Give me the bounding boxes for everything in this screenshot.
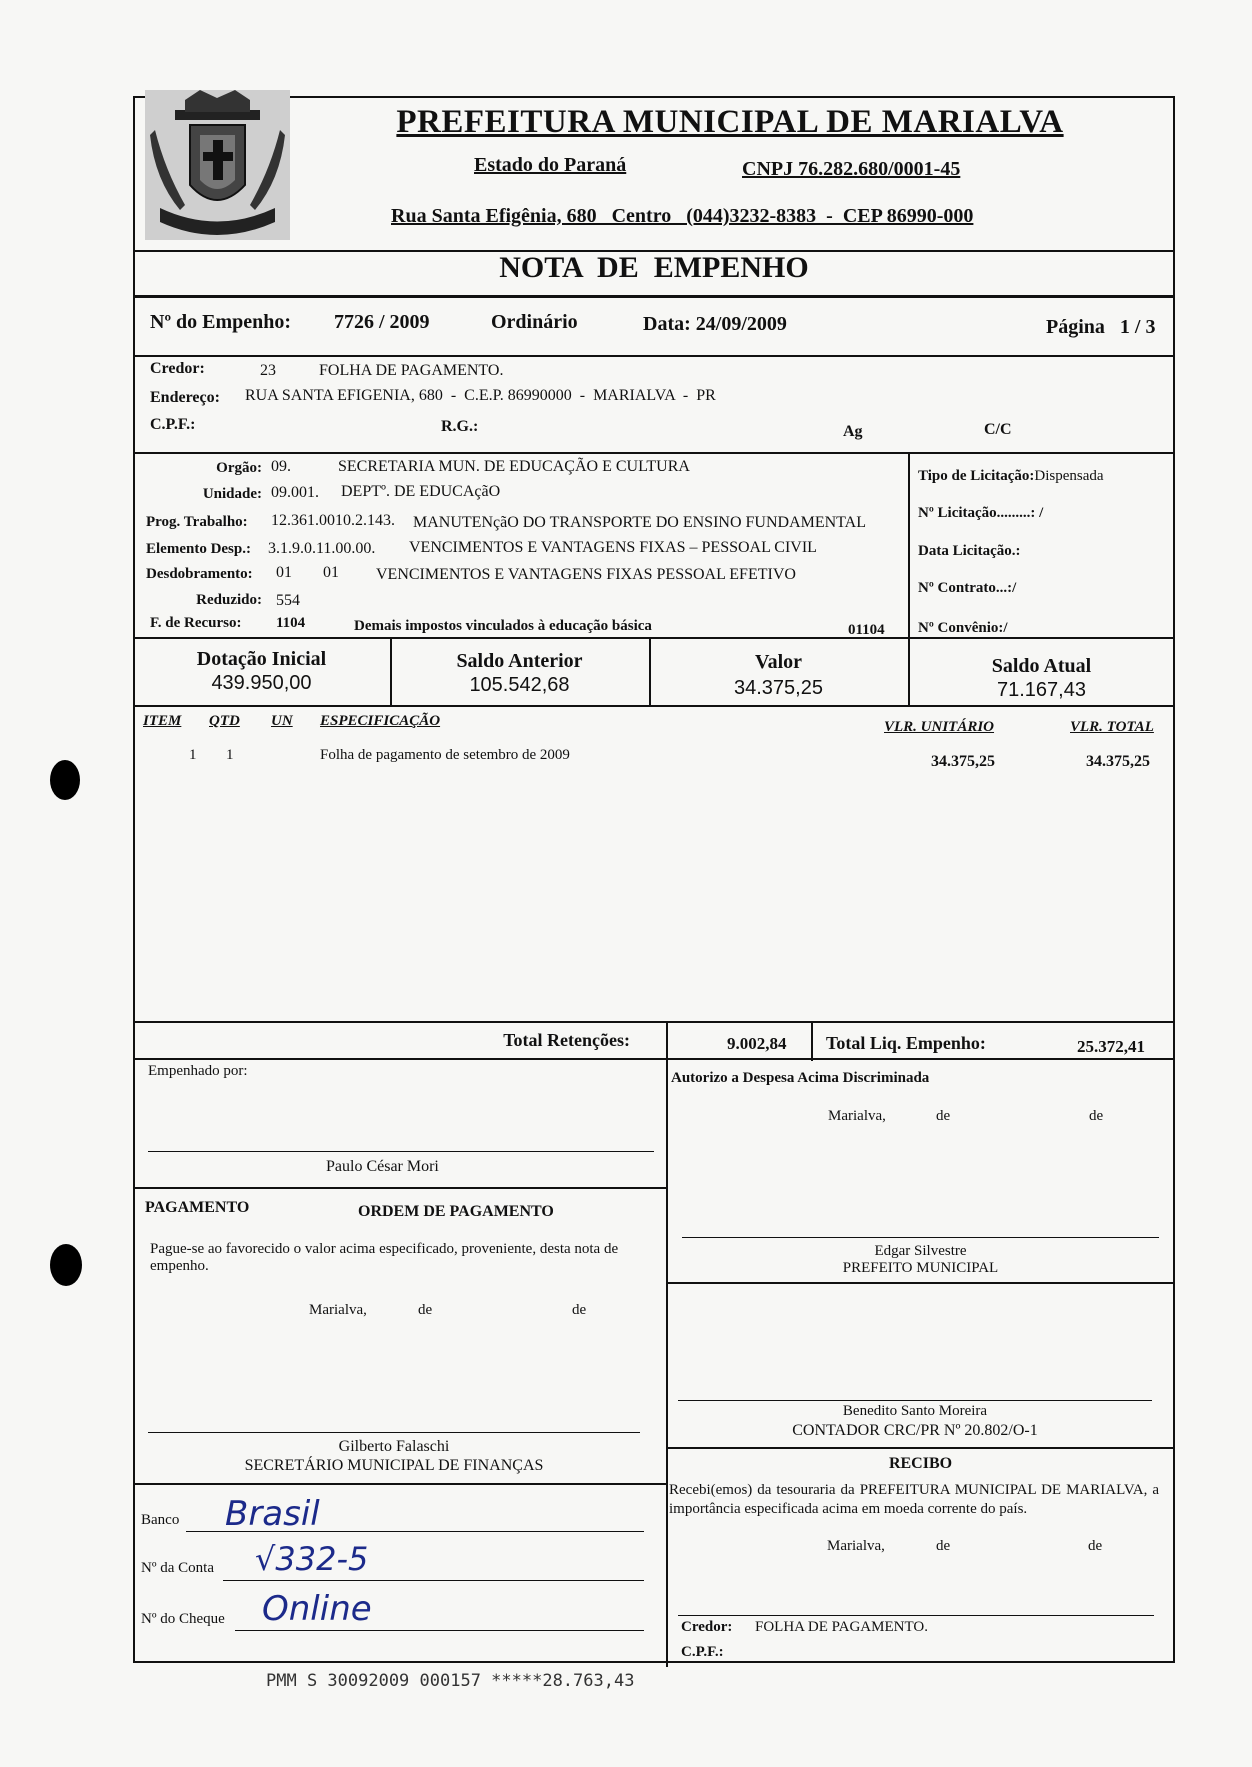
valor-label: Valor <box>754 651 803 673</box>
recibo-credor-nome: FOLHA DE PAGAMENTO. <box>755 1619 928 1635</box>
recibo-de-1: de <box>936 1538 951 1554</box>
elemento-desp-code: 3.1.9.0.11.00.00. <box>268 540 376 557</box>
credor-code: 23 <box>260 362 276 379</box>
total-retencoes-label: Total Retenções: <box>503 1030 630 1050</box>
punch-hole-bottom <box>50 1244 82 1286</box>
total-liq-empenho-label: Total Liq. Empenho: <box>826 1033 986 1053</box>
dotacao-inicial: 439.950,00 <box>211 672 312 694</box>
secretario-nome: Gilberto Falaschi <box>338 1438 450 1455</box>
tipo-licitacao <box>918 468 1104 485</box>
tipo-licitacao-value: Dispensada <box>1034 468 1104 484</box>
fonte-recurso-number: 01104 <box>848 622 885 638</box>
conta-label: Nº da Conta <box>141 1560 214 1576</box>
total-liq-empenho: 25.372,41 <box>1077 1037 1145 1056</box>
bank-stamp: PMM S 30092009 000157 *****28.763,43 <box>266 1671 635 1691</box>
ordem-de-1: de <box>418 1302 433 1318</box>
agencia-label: Ag <box>843 423 863 440</box>
row-especificacao: Folha de pagamento de setembro de 2009 <box>320 747 570 763</box>
prefeito-nome: Edgar Silvestre <box>874 1243 967 1259</box>
col-header-qtd: QTD <box>209 713 240 729</box>
secretario-cargo: SECRETÁRIO MUNICIPAL DE FINANÇAS <box>244 1457 544 1474</box>
ordem-local: Marialva, <box>309 1302 367 1318</box>
empenho-number: 7726 / 2009 <box>334 311 430 333</box>
prog-trabalho: MANUTENçãO DO TRANSPORTE DO ENSINO FUNDAMENTAL <box>413 514 866 531</box>
address-line: Rua Santa Efigênia, 680 Centro (044)3232-8383 - CEP 86990-000 <box>391 205 974 227</box>
empenho-type: Ordinário <box>491 311 578 333</box>
fonte-recurso: Demais impostos vinculados à educação básica <box>354 618 652 634</box>
unidade-label: Unidade: <box>202 486 262 502</box>
tipo-licitacao-label: Tipo de Licitação: <box>918 468 1035 484</box>
ordem-pagamento-texto: Pague-se ao favorecido o valor acima especificado, proveniente, desta nota de empenho. <box>150 1241 619 1274</box>
empenho-number-label: Nº do Empenho: <box>150 311 292 333</box>
numero-contrato: Nº Contrato...:/ <box>918 580 1017 596</box>
recibo-texto: Recebi(emos) da tesouraria da PREFEITURA MUNICIPAL DE MARIALVA, a importância especificada acima em moeda corrente do país. <box>669 1482 1159 1517</box>
credor-name: FOLHA DE PAGAMENTO. <box>319 362 504 379</box>
total-retencoes: 9.002,84 <box>727 1034 787 1053</box>
col-header-un: UN <box>271 713 293 729</box>
banco-handwritten: Brasil <box>225 1494 320 1534</box>
autorizo-de-1: de <box>936 1108 951 1124</box>
cnpj: CNPJ 76.282.680/0001-45 <box>742 158 961 180</box>
reduzido-label: Reduzido: <box>196 592 262 608</box>
municipal-crest-icon <box>145 90 290 240</box>
cheque-handwritten: Online <box>262 1589 372 1629</box>
endereco: RUA SANTA EFIGENIA, 680 - C.E.P. 86990000 - MARIALVA - PR <box>245 387 716 404</box>
conta-handwritten: √332-5 <box>255 1540 369 1578</box>
fonte-recurso-code: 1104 <box>276 615 306 631</box>
contador-cargo: CONTADOR CRC/PR Nº 20.802/O-1 <box>792 1422 1038 1439</box>
orgao-label: Orgão: <box>216 460 262 476</box>
empenho-date: Data: 24/09/2009 <box>643 313 787 335</box>
autorizo-label: Autorizo a Despesa Acima Discriminada <box>671 1070 930 1086</box>
prog-trabalho-code: 12.361.0010.2.143. <box>271 512 395 529</box>
saldo-anterior-label: Saldo Anterior <box>456 650 583 672</box>
row-vlr-unitario: 34.375,25 <box>931 753 995 770</box>
credor-label: Credor: <box>150 360 205 377</box>
desdobramento: VENCIMENTOS E VANTAGENS FIXAS PESSOAL EFETIVO <box>376 566 796 583</box>
reduzido: 554 <box>276 592 300 609</box>
row-qtd: 1 <box>226 747 234 763</box>
state-name: Estado do Paraná <box>474 154 627 176</box>
endereco-label: Endereço: <box>150 389 220 406</box>
orgao: SECRETARIA MUN. DE EDUCAÇÃO E CULTURA <box>338 458 690 475</box>
fonte-recurso-label: F. de Recurso: <box>150 615 242 631</box>
contador-nome: Benedito Santo Moreira <box>842 1403 988 1419</box>
autorizo-local: Marialva, <box>828 1108 886 1124</box>
banco-label: Banco <box>141 1512 180 1528</box>
numero-licitacao: Nº Licitação.........: / <box>918 505 1044 521</box>
desdobramento-label: Desdobramento: <box>146 566 253 582</box>
saldo-atual-label: Saldo Atual <box>991 655 1092 677</box>
unidade-code: 09.001. <box>271 484 319 501</box>
recibo-local: Marialva, <box>827 1538 885 1554</box>
pagamento-label: PAGAMENTO <box>145 1199 250 1216</box>
orgao-code: 09. <box>271 458 291 475</box>
row-item: 1 <box>189 747 197 763</box>
recibo-label: RECIBO <box>888 1455 953 1472</box>
col-header-item: ITEM <box>143 713 182 729</box>
desdobramento-code-2: 01 <box>323 564 339 581</box>
ordem-de-2: de <box>572 1302 587 1318</box>
prefeito-cargo: PREFEITO MUNICIPAL <box>842 1260 999 1276</box>
data-licitacao: Data Licitação.: <box>918 543 1021 559</box>
elemento-desp-label: Elemento Desp.: <box>146 541 251 557</box>
numero-convenio: Nº Convênio:/ <box>918 620 1008 636</box>
valor: 34.375,25 <box>734 677 823 699</box>
autorizo-de-2: de <box>1089 1108 1104 1124</box>
ordem-pagamento-label: ORDEM DE PAGAMENTO <box>358 1203 554 1220</box>
punch-hole-top <box>50 760 80 800</box>
rg-label: R.G.: <box>441 418 479 435</box>
saldo-anterior: 105.542,68 <box>469 674 570 696</box>
empenhado-por-nome: Paulo César Mori <box>326 1158 439 1175</box>
row-vlr-total: 34.375,25 <box>1086 753 1150 770</box>
recibo-de-2: de <box>1088 1538 1103 1554</box>
saldo-atual: 71.167,43 <box>997 679 1086 701</box>
prog-trabalho-label: Prog. Trabalho: <box>146 514 248 530</box>
dotacao-inicial-label: Dotação Inicial <box>196 648 327 670</box>
col-header-vlr-unitario: VLR. UNITÁRIO <box>884 719 995 735</box>
page-title: PREFEITURA MUNICIPAL DE MARIALVA <box>396 104 1064 140</box>
cpf-label: C.P.F.: <box>150 416 196 433</box>
col-header-especificacao: ESPECIFICAÇÃO <box>320 713 441 729</box>
empenhado-por-label: Empenhado por: <box>148 1063 248 1079</box>
conta-corrente-label: C/C <box>984 421 1012 438</box>
page-number: Página 1 / 3 <box>1046 316 1156 338</box>
recibo-cpf-label: C.P.F.: <box>681 1644 724 1660</box>
elemento-desp: VENCIMENTOS E VANTAGENS FIXAS – PESSOAL CIVIL <box>409 539 817 556</box>
recibo-credor-label: Credor: <box>681 1619 733 1635</box>
desdobramento-code-1: 01 <box>276 564 292 581</box>
unidade: DEPTº. DE EDUCAçãO <box>341 483 501 500</box>
col-header-vlr-total: VLR. TOTAL <box>1070 719 1154 735</box>
document-title: NOTA DE EMPENHO <box>499 251 809 284</box>
cheque-label: Nº do Cheque <box>141 1611 225 1627</box>
